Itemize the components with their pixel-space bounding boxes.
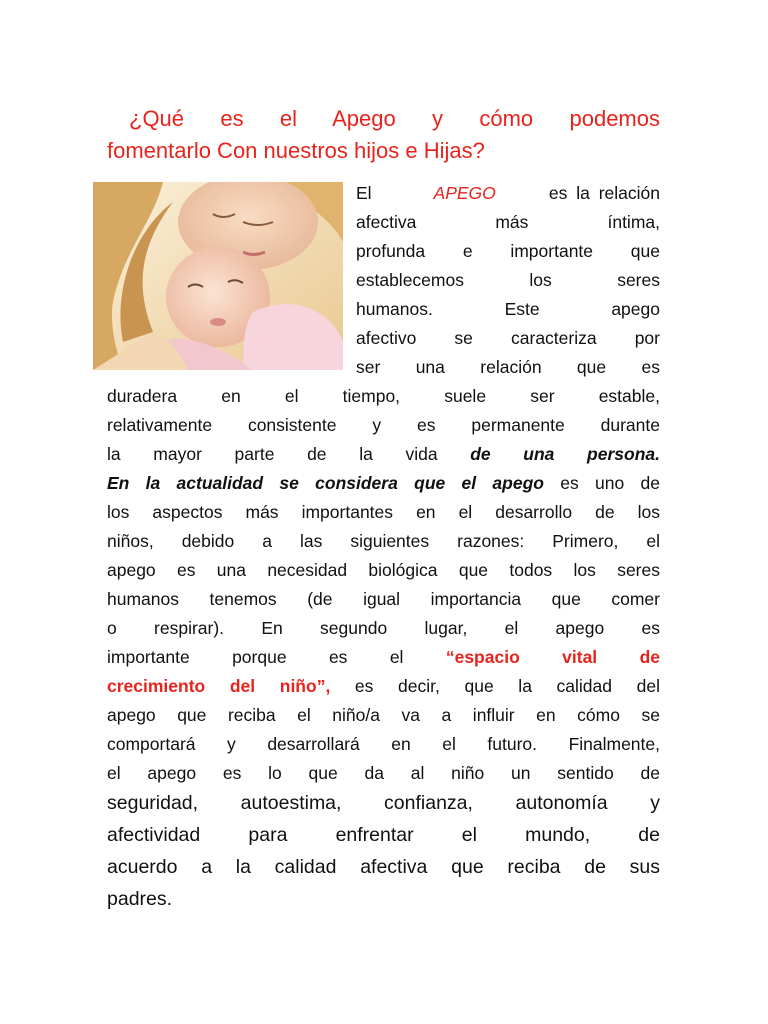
body-line-11 — [107, 470, 660, 496]
text-el: El — [356, 183, 372, 203]
body-line-1 — [356, 180, 660, 206]
body-line-17 — [107, 644, 660, 670]
italic-segment: En la actualidad se considera que el apego — [107, 473, 544, 493]
body-line-7: ser una relación que es — [356, 357, 660, 377]
term-apego: APEGO — [433, 183, 496, 203]
body-line-21: el apego es lo que da al niño un sentido de — [107, 763, 660, 783]
body-line-13: niños, debido a las siguientes razones: Primero, el — [107, 531, 660, 551]
body-line-4: establecemos los seres — [356, 270, 660, 290]
body-line-14: apego es una necesidad biológica que todos los seres — [107, 560, 660, 580]
title-line-2: fomentarlo Con nuestros hijos e Hijas? — [107, 138, 485, 163]
body-line-16: o respirar). En segundo lugar, el apego es — [107, 618, 660, 638]
text-segment: importante porque es el — [107, 647, 446, 667]
body-line-23: afectividad para enfrentar el mundo, de — [107, 824, 660, 846]
body-line-24: acuerdo a la calidad afectiva que reciba de sus — [107, 856, 660, 878]
body-line-19: apego que reciba el niño/a va a influir en cómo se — [107, 705, 660, 725]
text-segment: es decir, que la calidad del — [330, 676, 660, 696]
italic-segment: de una persona. — [470, 444, 660, 464]
body-line-18 — [107, 673, 660, 699]
red-quote-segment: crecimiento del niño”, — [107, 676, 331, 696]
text-relacion: es la relación — [548, 183, 660, 203]
body-line-15: humanos tenemos (de igual importancia que comer — [107, 589, 660, 609]
text-segment: la mayor parte de la vida — [107, 444, 471, 464]
body-line-25: padres. — [107, 888, 173, 910]
red-quote-segment: “espacio vital de — [445, 647, 660, 667]
body-line-10 — [107, 441, 660, 467]
body-line-5: humanos. Este apego — [356, 299, 660, 319]
body-line-22: seguridad, autoestima, confianza, autonomía y — [107, 792, 660, 814]
body-line-8: duradera en el tiempo, suele ser estable, — [107, 386, 660, 406]
body-line-3: profunda e importante que — [356, 241, 660, 261]
body-line-12: los aspectos más importantes en el desarrollo de los — [107, 502, 660, 522]
body-line-9: relativamente consistente y es permanente durante — [107, 415, 660, 435]
body-line-2: afectiva más íntima, — [356, 212, 660, 232]
title-line-1: ¿Qué es el Apego y cómo podemos — [129, 106, 660, 131]
body-line-20: comportará y desarrollará en el futuro. Finalmente, — [107, 734, 660, 754]
text-segment: es uno de — [543, 473, 661, 493]
body-line-6: afectivo se caracteriza por — [356, 328, 660, 348]
